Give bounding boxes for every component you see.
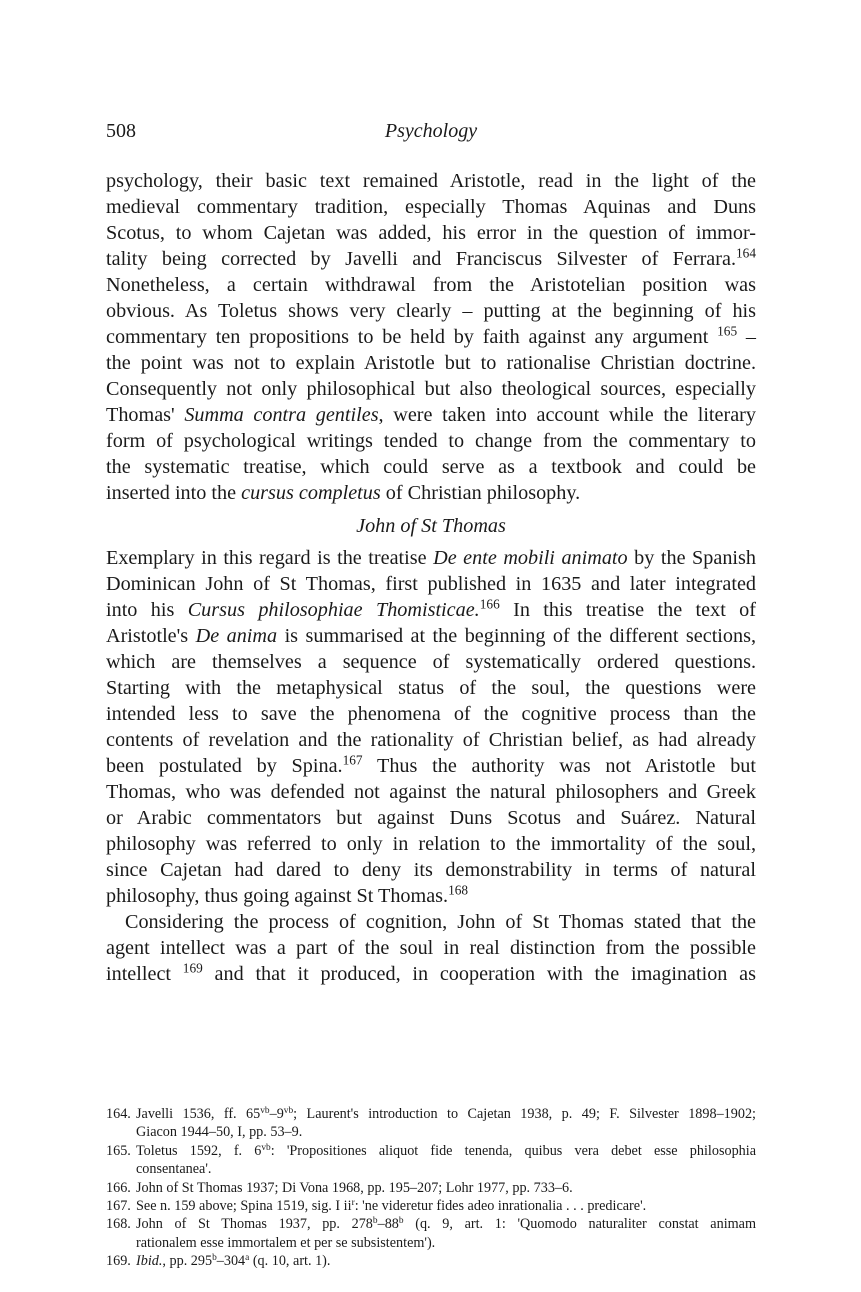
footnote-ref-166[interactable]: 166 <box>479 596 500 612</box>
text-line: intellect $^{169}$ and that it produced, in cooperation with the imagination as <box>106 960 756 985</box>
text-line: Thomas, who was defended not against the natural philosophers and Greek <box>106 781 756 803</box>
text-line: intended less to save the phenomena of the cognitive process than the <box>106 703 756 725</box>
text-line: the systematic treatise, which could serve as a textbook and could be <box>106 456 756 478</box>
footnote-164: 164. Javelli 1536, ff. $65^{vb}-9^{vb}$; Laurent's introduction to Cajetan 1938, p. 49; F. Silvester 1898–1902; Giacon 1944–50, I, pp. 53–9. <box>106 1105 756 1141</box>
footnote-168: 168. John of St Thomas 1937, pp. 278$^b$–88$^b$ (q. 9, art. 1: 'Quomodo naturaliter constat animam rationalem esse immortalem et per se subsistentem'). <box>106 1216 757 1251</box>
footnotes <box>106 1105 756 1271</box>
text-line: Scotus, to whom Cajetan was added, his error in the question of immor- <box>106 222 756 244</box>
text-line: commentary ten propositions to be held by faith against any argument $^{165}$ – <box>106 323 757 348</box>
text-line: Thomas' Summa contra gentiles, were taken into account while the literary <box>106 404 756 426</box>
footnote-ref-164[interactable]: 164 <box>736 245 756 261</box>
text-line: Exemplary in this regard is the treatise De ente mobili animato by the Spanish <box>106 547 756 569</box>
text-line: Dominican John of St Thomas, first published in 1635 and later integrated <box>106 573 756 595</box>
running-title: Psychology <box>384 120 478 142</box>
text-line: contents of revelation and the rationality of Christian belief, as had already <box>106 729 756 751</box>
footnote-ref-169[interactable]: 169 <box>182 960 203 976</box>
footnote-165: 165. Toletus 1592, f. $6^{vb}$: 'Propositiones aliquot fide tenenda, quibus vera debet esse philosophia consentanea'. <box>106 1142 756 1178</box>
text-line: psychology, their basic text remained Aristotle, read in the light of the <box>106 170 756 192</box>
page-header <box>106 117 756 145</box>
text-line: Consequently not only philosophical but also theological sources, especially <box>106 378 756 400</box>
text-line: form of psychological writings tended to change from the commentary to <box>106 430 756 452</box>
section-heading: John of St Thomas <box>356 515 506 537</box>
text-line: or Arabic commentators but against Duns Scotus and Suárez. Natural <box>106 807 756 829</box>
text-line: tality being corrected by Javelli and Franciscus Silvester of Ferrara.$^{164}$ <box>106 245 756 270</box>
text-line: Aristotle's De anima is summarised at the beginning of the different sections, <box>106 625 756 647</box>
footnote-ref-165[interactable]: 165 <box>717 323 738 339</box>
text-line: philosophy was referred to only in relation to the immortality of the soul, <box>106 833 756 855</box>
text-line: obvious. As Toletus shows very clearly – putting at the beginning of his <box>106 300 756 322</box>
text-line: Nonetheless, a certain withdrawal from the Aristotelian position was <box>106 274 756 296</box>
footnote-166: 166. John of St Thomas 1937; Di Vona 1968, pp. 195–207; Lohr 1977, pp. 733–6. <box>106 1179 573 1196</box>
text-line: agent intellect was a part of the soul in real distinction from the possible <box>106 937 756 959</box>
text-line: medieval commentary tradition, especially Thomas Aquinas and Duns <box>106 196 756 218</box>
page-number: 508 <box>106 120 136 142</box>
text-line: the point was not to explain Aristotle but to rationalise Christian doctrine. <box>106 352 756 374</box>
text-line: into his Cursus philosophiae Thomisticae.$^{166}$ In this treatise the text of <box>106 596 756 621</box>
text-line: since Cajetan had dared to deny its demonstrability in terms of natural <box>106 859 756 881</box>
text-line: which are themselves a sequence of systematically ordered questions. <box>106 651 756 673</box>
text-line: inserted into the cursus completus of Christian philosophy. <box>106 482 581 504</box>
text-line: Starting with the metaphysical status of the soul, the questions were <box>106 677 756 699</box>
text-line: been postulated by Spina.$^{167}$ Thus the authority was not Aristotle but <box>106 752 756 777</box>
text-line: Considering the process of cognition, John of St Thomas stated that the <box>125 911 756 933</box>
footnote-169: 169. Ibid., pp. 295$^b$–304$^a$ (q. 10, art. 1). <box>106 1253 331 1270</box>
footnote-167: 167. See n. 159 above; Spina 1519, sig. I $ii^r$: 'ne videretur fides adeo inrationalia . . . predicare'. <box>106 1197 647 1215</box>
footnote-ref-167[interactable]: 167 <box>342 752 363 768</box>
body-text <box>106 168 756 987</box>
footnote-ref-168[interactable]: 168 <box>448 882 469 898</box>
text-line: philosophy, thus going against St Thomas.$^{168}$ <box>106 882 469 907</box>
